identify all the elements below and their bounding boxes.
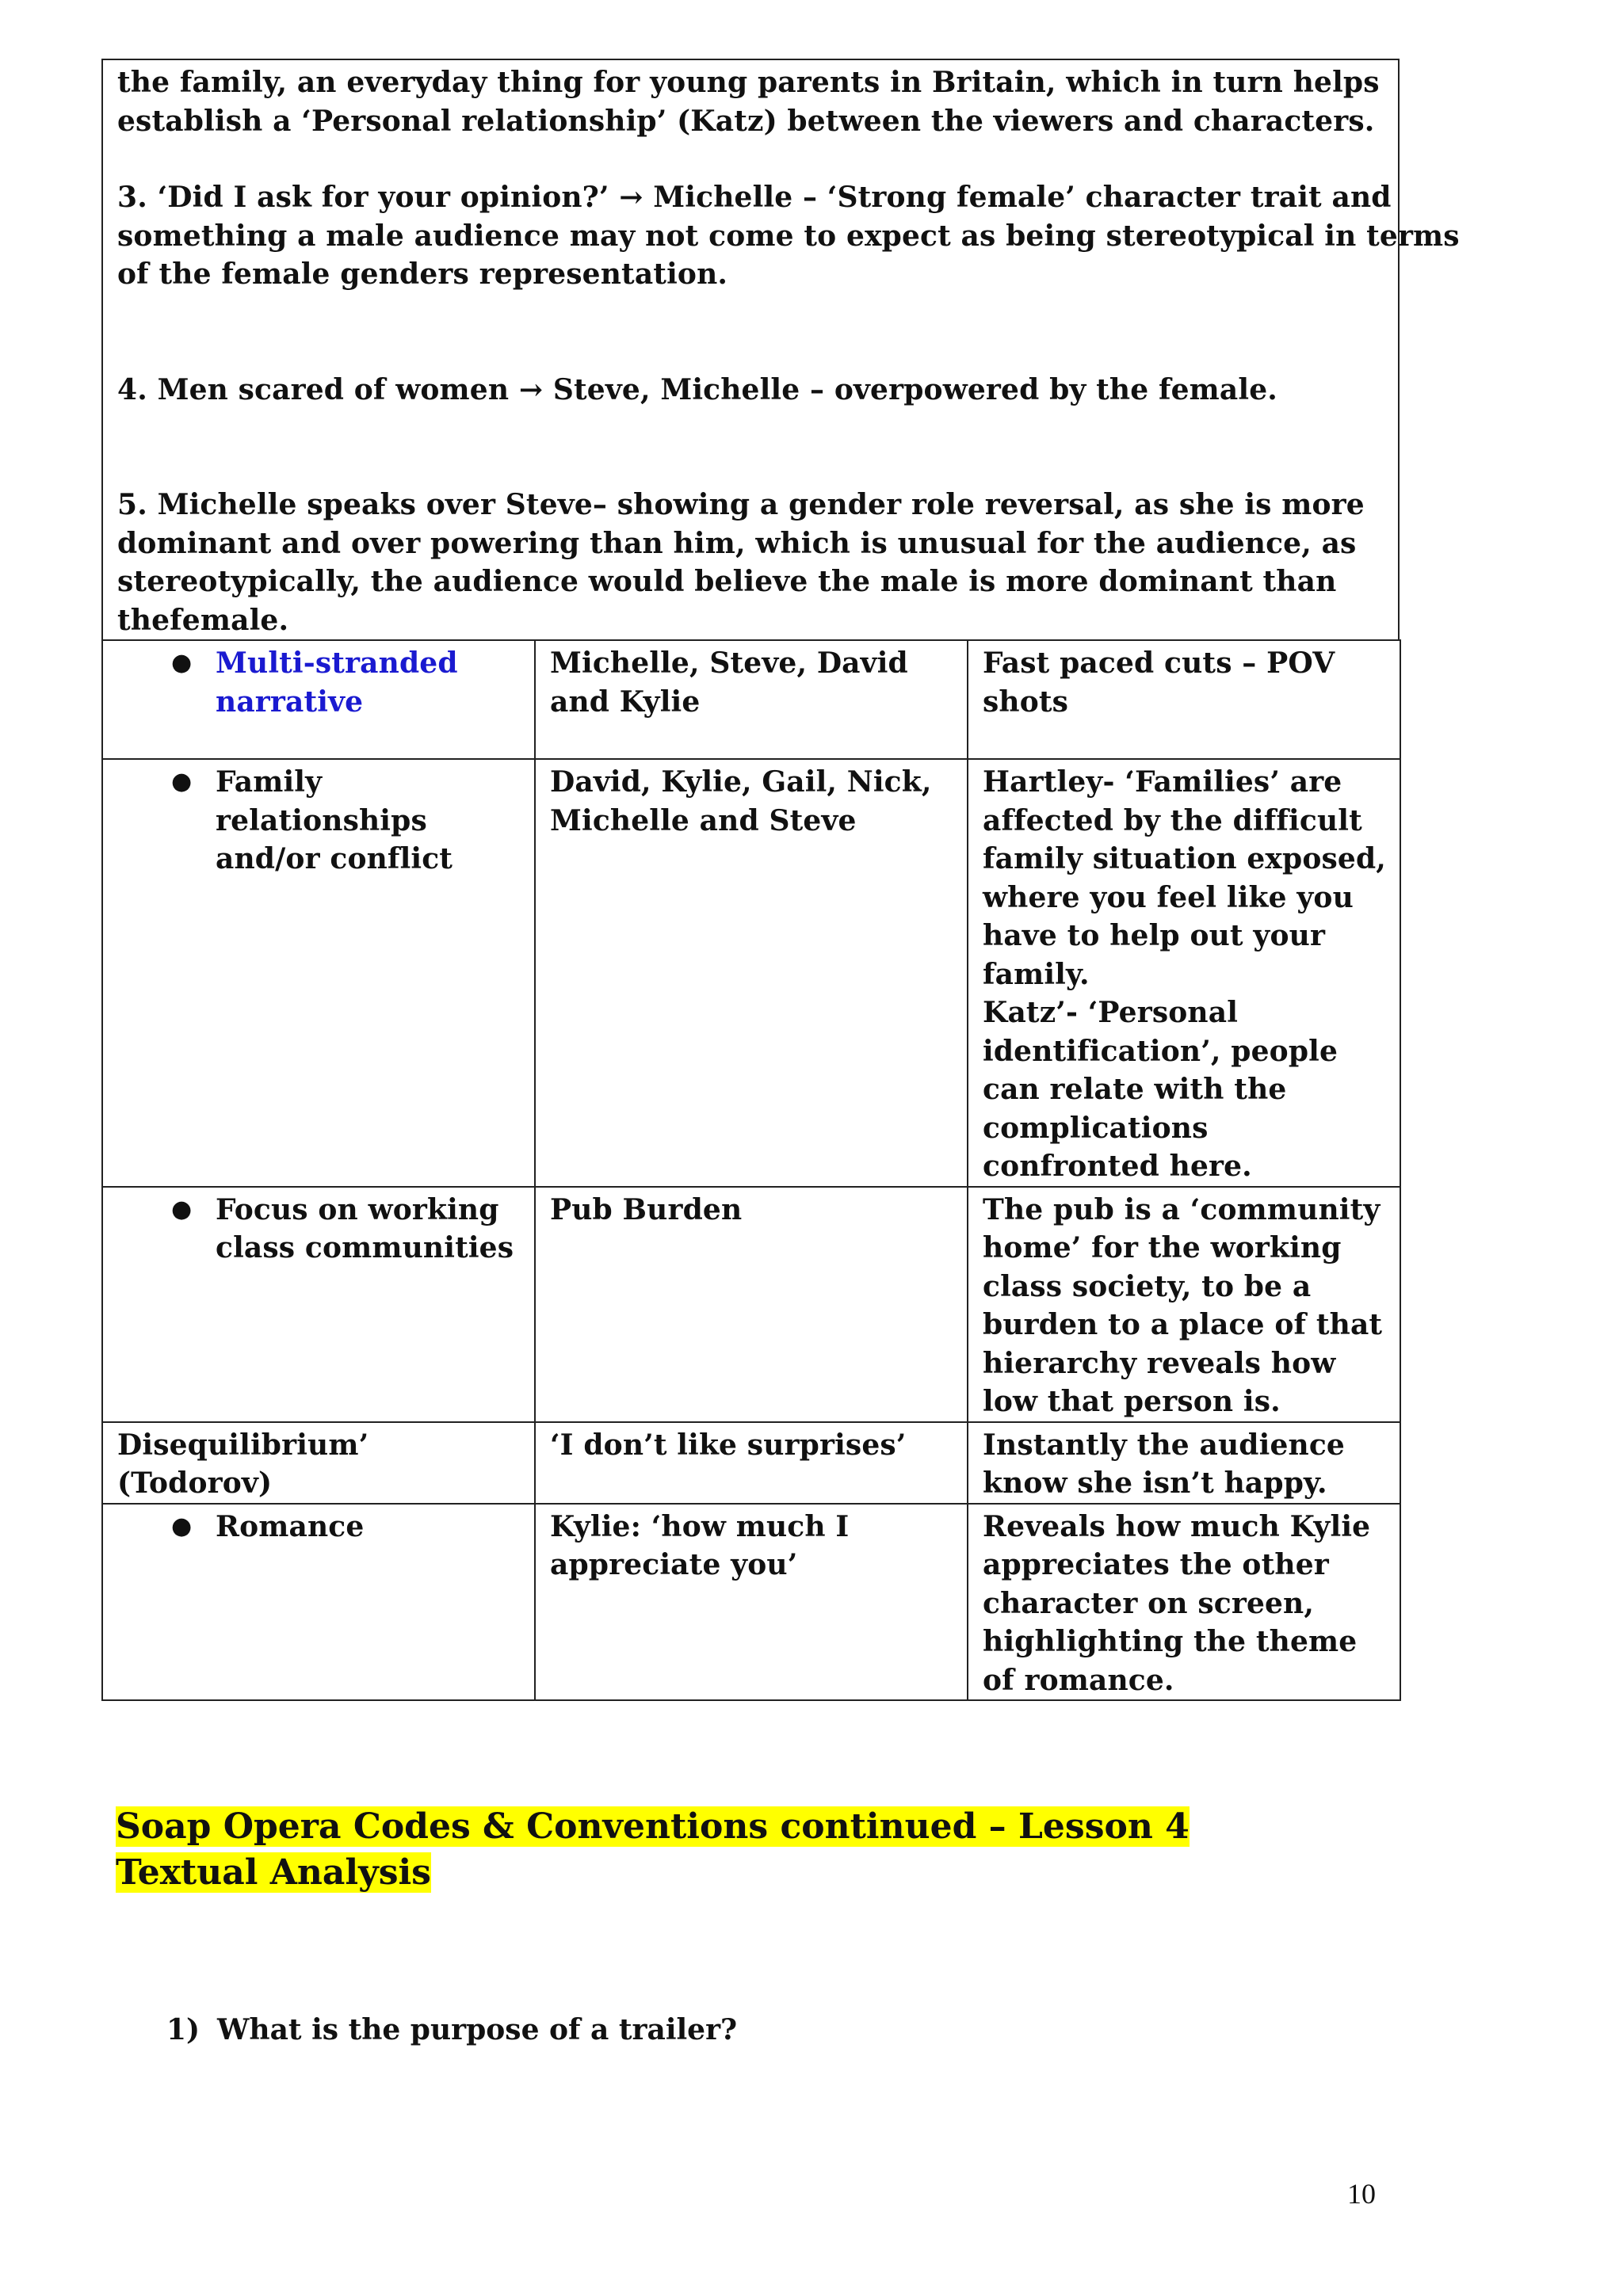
- section-heading: [116, 1804, 1190, 1896]
- analysis-cell: Fast paced cuts – POV shots: [968, 640, 1400, 759]
- text-line: of the female genders representation.: [117, 257, 728, 291]
- text-line: establish a ‘Personal relationship’ (Katz) between the viewers and characters.: [117, 104, 1375, 138]
- example-cell: David, Kylie, Gail, Nick, Michelle and Steve: [535, 759, 968, 1187]
- table-row: [102, 759, 1400, 1187]
- heading-line: Soap Opera Codes & Conventions continued – Lesson 4: [116, 1806, 1190, 1847]
- analysis-text: Katz’- ‘Personal identification’, people can relate with the complications confronted here.: [983, 996, 1338, 1183]
- convention-cell: [102, 640, 535, 759]
- text-line: stereotypically, the audience would believe the male is more dominant than: [117, 565, 1337, 598]
- text-line: thefemale.: [117, 603, 289, 637]
- table-row: [102, 640, 1400, 759]
- example-cell: ‘I don’t like surprises’: [535, 1422, 968, 1504]
- convention-cell: [102, 759, 535, 1187]
- analysis-text: Hartley- ‘Families’ are affected by the difficult family situation exposed, where you feel like you have to help out your family.: [983, 765, 1386, 991]
- heading-line: Textual Analysis: [116, 1852, 431, 1893]
- text-line: dominant and over powering than him, which is unusual for the audience, as: [117, 526, 1357, 560]
- example-cell: Pub Burden: [535, 1187, 968, 1422]
- bullet-icon: ●: [171, 768, 193, 795]
- conventions-table: [101, 639, 1401, 1701]
- analysis-cell: Instantly the audience know she isn’t happy.: [968, 1422, 1400, 1504]
- question-item: [166, 2011, 737, 2049]
- convention-cell: [102, 1504, 535, 1701]
- analysis-cell: Reveals how much Kylie appreciates the other character on screen, highlighting the theme of romance.: [968, 1504, 1400, 1701]
- convention-label: Family relationships and/or conflict: [216, 765, 453, 875]
- point-3: 3. ‘Did I ask for your opinion?’ → Michelle – ‘Strong female’ character trait and: [117, 181, 1392, 214]
- page-number: 10: [1347, 2178, 1376, 2210]
- analysis-cell: [968, 759, 1400, 1187]
- question-number: 1): [166, 2013, 200, 2046]
- text-line: something a male audience may not come to expect as being stereotypical in terms: [117, 219, 1460, 253]
- bullet-icon: ●: [171, 649, 193, 677]
- table-row: [102, 1422, 1400, 1504]
- point-4: 4. Men scared of women → Steve, Michelle – overpowered by the female.: [117, 372, 1277, 406]
- convention-label: Multi-stranded narrative: [216, 646, 458, 719]
- table-merged-cell: [101, 59, 1460, 641]
- convention-cell: Disequilibrium’ (Todorov): [102, 1422, 535, 1504]
- convention-label: Focus on working class communities: [216, 1192, 514, 1264]
- bullet-icon: ●: [171, 1195, 193, 1223]
- question-text: What is the purpose of a trailer?: [217, 2013, 738, 2046]
- example-cell: Michelle, Steve, David and Kylie: [535, 640, 968, 759]
- analysis-cell: The pub is a ‘community home’ for the working class society, to be a burden to a place of that hierarchy reveals how low that person is.: [968, 1187, 1400, 1422]
- table-row: [102, 1187, 1400, 1422]
- point-5: 5. Michelle speaks over Steve– showing a gender role reversal, as she is more: [117, 488, 1365, 521]
- text-line: the family, an everyday thing for young parents in Britain, which in turn helps: [117, 66, 1380, 99]
- bullet-icon: ●: [171, 1512, 193, 1540]
- table-row: [102, 1504, 1400, 1701]
- convention-label: Romance: [216, 1509, 365, 1543]
- convention-cell: [102, 1187, 535, 1422]
- example-cell: Kylie: ‘how much I appreciate you’: [535, 1504, 968, 1701]
